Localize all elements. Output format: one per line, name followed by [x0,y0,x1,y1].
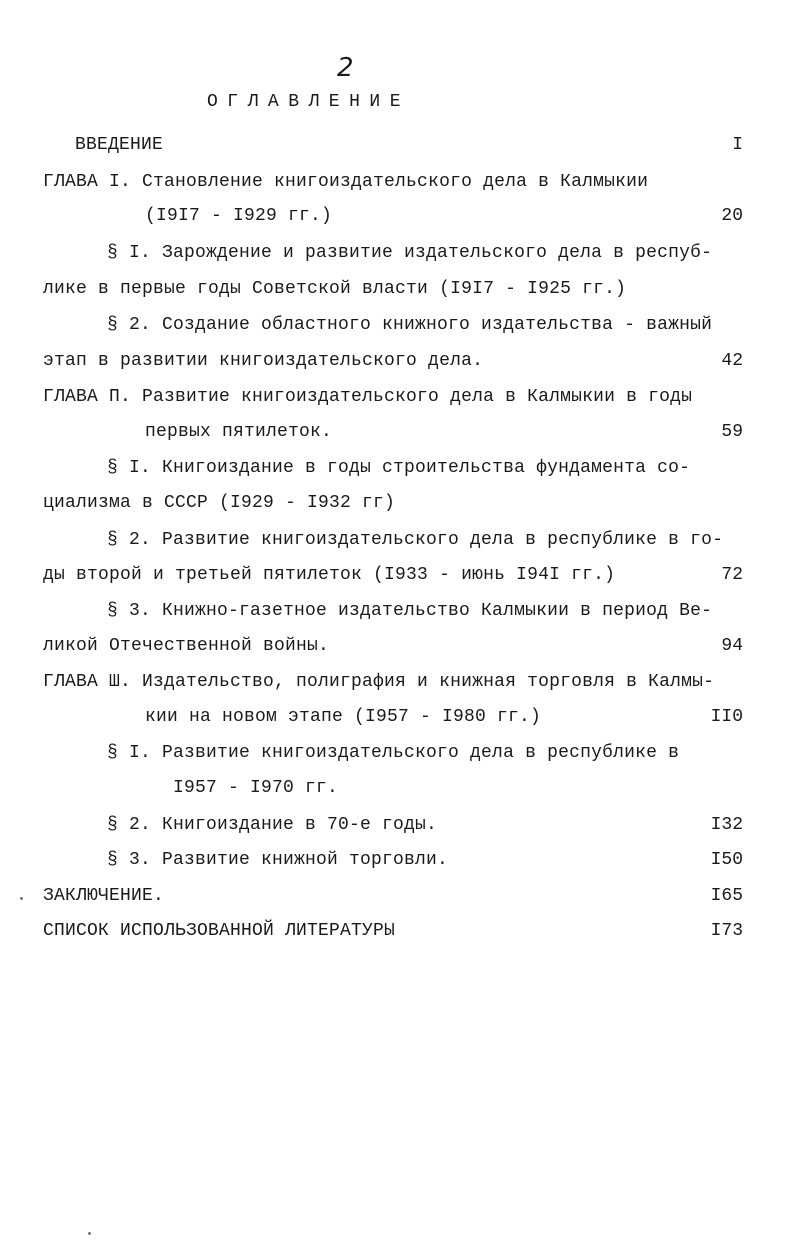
toc-ch3-title-line2: кии на новом этапе (I957 - I980 гг.) [145,707,542,727]
toc-ch2-title-line1: ГЛАВА П. Развитие книгоиздательского дела в Калмыкии в годы [43,387,693,407]
toc-ch3-s2-page: I32 [710,815,743,835]
toc-ch1-s1-line2: лике в первые годы Советской власти (I9I7 - I925 гг.) [43,279,627,299]
toc-ch2-s3-page: 94 [721,636,743,656]
scan-speck [20,897,23,900]
scan-speck [88,1232,91,1235]
toc-ch3-title-line1: ГЛАВА Ш. Издательство, полиграфия и книжная торговля в Калмы- [43,672,715,692]
toc-ch3-s3-line1: § 3. Развитие книжной торговли. [107,850,449,870]
toc-ch3-s1-line1: § I. Развитие книгоиздательского дела в республике в [107,743,680,763]
toc-bibliography-page: I73 [710,921,743,941]
toc-conclusion-page: I65 [710,886,743,906]
toc-ch1-s2-line1: § 2. Создание областного книжного издательства - важный [107,315,713,335]
toc-ch3-s2-line1: § 2. Книгоиздание в 70-е годы. [107,815,438,835]
toc-ch2-s1-line2: циализма в СССР (I929 - I932 гг) [43,493,396,513]
toc-ch3-page: II0 [710,707,743,727]
toc-conclusion-title: ЗАКЛЮЧЕНИЕ. [43,886,165,906]
toc-ch2-s2-line2: ды второй и третьей пятилеток (I933 - июнь I94I гг.) [43,565,616,585]
toc-ch3-s1-line2: I957 - I970 гг. [173,778,339,798]
toc-ch1-page: 20 [721,206,743,226]
toc-ch2-s1-line1: § I. Книгоиздание в годы строительства фундамента со- [107,458,691,478]
toc-ch2-page: 59 [721,422,743,442]
toc-heading: ОГЛАВЛЕНИЕ [207,92,411,112]
toc-ch1-title-line2: (I9I7 - I929 гг.) [145,206,333,226]
page-number: 2 [337,53,354,83]
toc-ch2-s2-line1: § 2. Развитие книгоиздательского дела в республике в го- [107,530,724,550]
toc-bibliography-title: СПИСОК ИСПОЛЬЗОВАННОЙ ЛИТЕРАТУРЫ [43,921,396,941]
toc-ch1-s2-page: 42 [721,351,743,371]
toc-intro-title: ВВЕДЕНИЕ [75,135,164,155]
toc-ch2-s3-line1: § 3. Книжно-газетное издательство Калмыкии в период Ве- [107,601,713,621]
toc-ch2-s2-page: 72 [721,565,743,585]
toc-ch1-s1-line1: § I. Зарождение и развитие издательского дела в респуб- [107,243,713,263]
toc-ch2-title-line2: первых пятилеток. [145,422,333,442]
toc-ch1-s2-line2: этап в развитии книгоиздательского дела. [43,351,484,371]
toc-ch2-s3-line2: ликой Отечественной войны. [43,636,330,656]
toc-ch1-title-line1: ГЛАВА I. Становление книгоиздательского дела в Калмыкии [43,172,649,192]
toc-intro-page: I [732,135,743,155]
toc-ch3-s3-page: I50 [710,850,743,870]
